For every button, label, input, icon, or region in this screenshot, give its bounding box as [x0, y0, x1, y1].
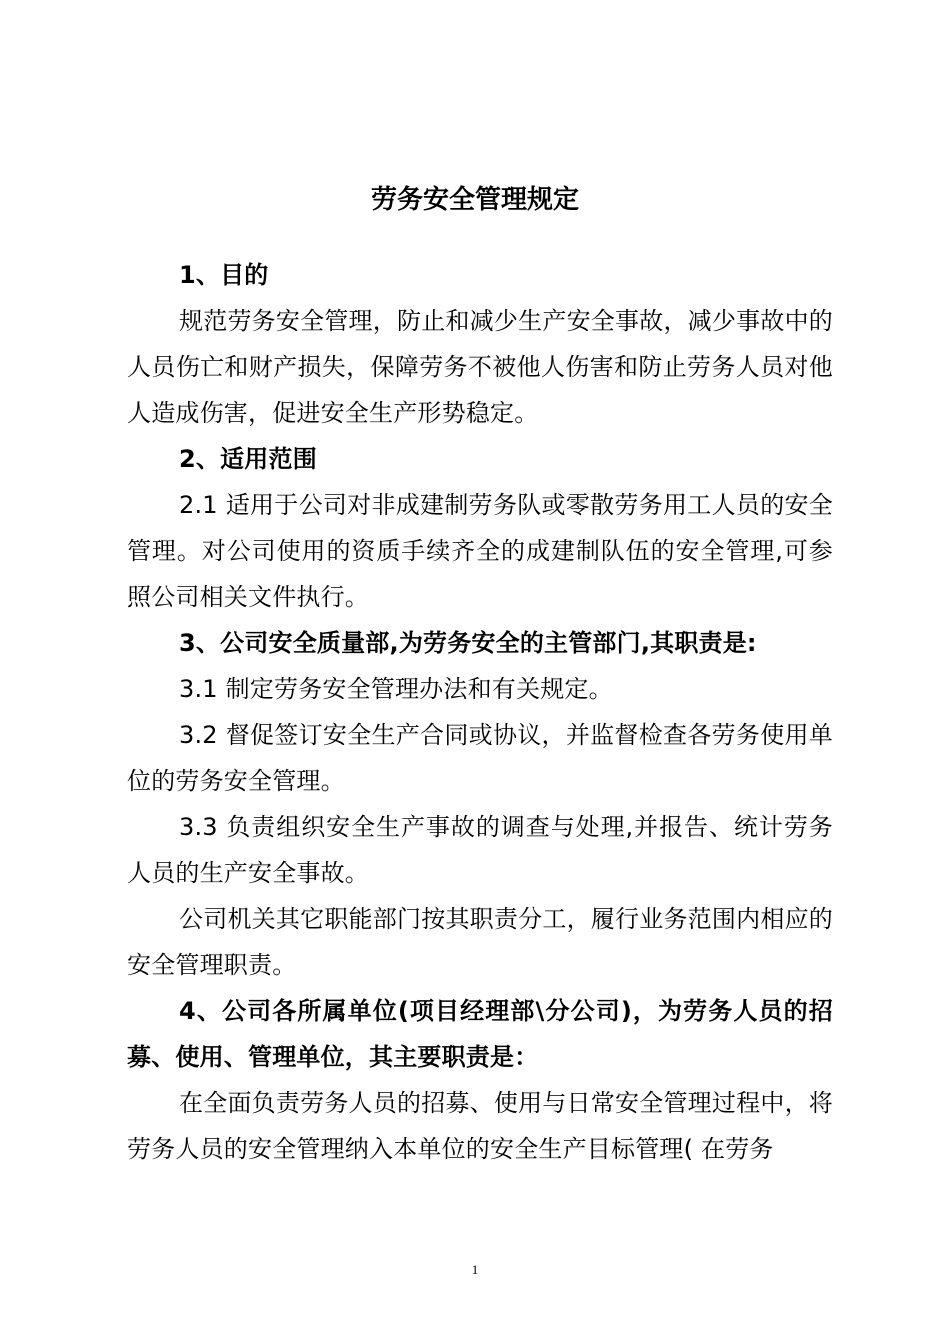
paragraph-other-depts: 公司机关其它职能部门按其职责分工，履行业务范围内相应的安全管理职责。 — [127, 905, 833, 979]
document-body — [127, 252, 833, 1172]
paragraph-units-duties: 在全面负责劳务人员的招募、使用与日常安全管理过程中，将劳务人员的安全管理纳入本单位的安全生产目标管理( 在劳务 — [127, 1089, 833, 1163]
section-heading-safety-dept: 3、公司安全质量部,为劳务安全的主管部门,其职责是: — [179, 629, 757, 657]
section-heading-scope: 2、适用范围 — [179, 445, 317, 473]
page-number: 1 — [471, 1262, 479, 1277]
paragraph-purpose: 规范劳务安全管理，防止和减少生产安全事故，减少事故中的人员伤亡和财产损失，保障劳务不被他人伤害和防止劳务人员对他人造成伤害，促进安全生产形势稳定。 — [127, 307, 833, 427]
paragraph-3-1: 3.1 制定劳务安全管理办法和有关规定。 — [179, 675, 613, 703]
section-heading-units: 4、公司各所属单位(项目经理部\分公司)，为劳务人员的招募、使用、管理单位，其主要职责是： — [127, 997, 833, 1071]
section-heading-purpose: 1、目的 — [179, 261, 269, 289]
paragraph-3-3: 3.3 负责组织安全生产事故的调查与处理,并报告、统计劳务人员的生产安全事故。 — [127, 813, 833, 887]
document-title: 劳务安全管理规定 — [370, 185, 579, 215]
paragraph-3-2: 3.2 督促签订安全生产合同或协议，并监督检查各劳务使用单位的劳务安全管理。 — [127, 721, 833, 795]
paragraph-scope-2-1: 2.1 适用于公司对非成建制劳务队或零散劳务用工人员的安全管理。对公司使用的资质手续齐全的成建制队伍的安全管理,可参照公司相关文件执行。 — [127, 491, 833, 611]
